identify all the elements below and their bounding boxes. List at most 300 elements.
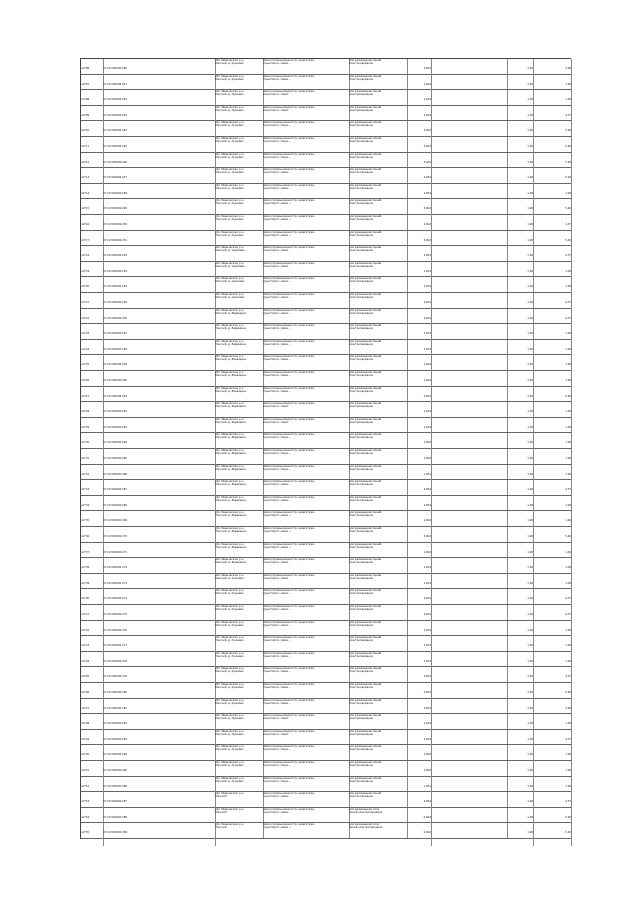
address-cell: обл. Ивановская, р-н Южский, д. Кукшево	[215, 59, 264, 74]
cadastral-number: 37:22:000000:267	[103, 480, 216, 503]
coefficient-cell: 1,00	[507, 792, 534, 815]
tax-cell: 5,46	[533, 153, 572, 176]
area-cell: 4,004	[407, 106, 432, 129]
cadastral-number: 37:22:000000:266	[103, 465, 216, 488]
cadastral-number: 37:22:000000:248	[103, 184, 216, 207]
permitted-use-cell: для размещения линий электропередачи	[349, 652, 408, 667]
permitted-use-cell: для размещения линий электропередачи	[349, 277, 408, 292]
coefficient-cell: 1,00	[507, 324, 534, 347]
permitted-use-cell: для размещения линий электропередачи	[349, 262, 408, 277]
address-cell: обл. Ивановская, р-н Южский, д. Кукшево	[215, 699, 264, 714]
table-row	[81, 714, 571, 730]
row-number: ч2741	[81, 605, 104, 628]
land-category-cell: Земли промышленности, энергетики, транспорта, связи...	[263, 589, 350, 604]
coefficient-cell: 1,00	[507, 465, 534, 488]
empty-cell	[431, 558, 508, 573]
table-row	[81, 605, 571, 621]
table-row	[81, 371, 571, 387]
table-row	[81, 199, 571, 215]
empty-cell	[431, 745, 508, 760]
row-number: ч2749	[81, 730, 104, 753]
permitted-use-cell: для размещения линий электропередачи	[349, 621, 408, 636]
empty-cell	[431, 527, 508, 542]
row-number: ч2729	[81, 418, 104, 441]
tax-cell: 1,09	[533, 714, 572, 737]
cadastral-number: 37:22:000000:254	[103, 277, 216, 300]
row-number: ч2721	[81, 293, 104, 316]
tax-cell: 5,46	[533, 199, 572, 222]
coefficient-cell: 1,00	[507, 418, 534, 441]
land-category-cell: Земли промышленности, энергетики, транспорта, связи...	[263, 418, 350, 433]
area-cell: 1,004	[407, 465, 432, 488]
coefficient-cell: 1,00	[507, 480, 534, 503]
permitted-use-cell: для размещения линий электропередачи	[349, 761, 408, 776]
area-cell: 5,004	[407, 153, 432, 176]
cadastral-number: 37:22:000000:268	[103, 496, 216, 519]
cadastral-number: 37:22:000000:242	[103, 90, 216, 113]
tax-cell: 4,37	[533, 792, 572, 815]
row-number: ч2755	[81, 823, 104, 846]
cadastral-number: 37:22:000000:244	[103, 121, 216, 144]
land-category-cell: Земли промышленности, энергетики, транспорта, связи...	[263, 714, 350, 729]
tax-cell: 3,00	[533, 59, 572, 82]
table-row	[81, 75, 571, 91]
address-cell: обл. Ивановская, р-н Южский, д. Кукшево	[215, 106, 264, 121]
address-cell: обл. Ивановская, р-н Южский, д. Варварино	[215, 433, 264, 448]
table-row	[81, 808, 571, 824]
cadastral-number: 37:22:000000:279	[103, 667, 216, 690]
land-category-cell: Земли промышленности, энергетики, транспорта, связи...	[263, 215, 350, 230]
tax-cell: 1,09	[533, 465, 572, 488]
area-cell: 1,004	[407, 511, 432, 534]
land-category-cell: Земли промышленности, энергетики, транспорта, связи...	[263, 277, 350, 292]
address-cell: обл. Ивановская, р-н Южский, д. Кукшево	[215, 121, 264, 136]
permitted-use-cell: для размещения линий электропередачи	[349, 636, 408, 651]
table-row	[81, 121, 571, 137]
tax-cell: 4,37	[533, 730, 572, 753]
cadastral-number: 37:22:000000:260	[103, 371, 216, 394]
land-category-cell: Земли промышленности, энергетики, транспорта, связи...	[263, 387, 350, 402]
coefficient-cell: 1,00	[507, 730, 534, 753]
address-cell: обл. Ивановская, р-н Южский	[215, 823, 264, 838]
land-category-cell: Земли промышленности, энергетики, транспорта, связи...	[263, 59, 350, 74]
permitted-use-cell: для размещения линий электропередачи	[349, 558, 408, 573]
area-cell: 1,004	[407, 543, 432, 566]
permitted-use-cell: для размещения линий электропередачи	[349, 371, 408, 386]
row-number: ч2715	[81, 199, 104, 222]
address-cell: обл. Ивановская, р-н Южский, д. Варварино	[215, 340, 264, 355]
coefficient-cell: 1,00	[507, 777, 534, 800]
empty-cell	[431, 153, 508, 168]
table-row	[81, 761, 571, 777]
address-cell: обл. Ивановская, р-н Южский, д. Варварино	[215, 309, 264, 324]
land-category-cell: Земли промышленности, энергетики, транспорта, связи...	[263, 121, 350, 136]
coefficient-cell: 1,00	[507, 543, 534, 566]
table-row	[81, 168, 571, 184]
row-number: ч2742	[81, 621, 104, 644]
table-row	[81, 418, 571, 434]
address-cell: обл. Ивановская, р-н Южский, д. Кукшево	[215, 168, 264, 183]
area-cell: 1,004	[407, 418, 432, 441]
row-number: ч2738	[81, 558, 104, 581]
permitted-use-cell: для размещения линий электропередачи	[349, 730, 408, 745]
cadastral-number: 37:22:000000:275	[103, 605, 216, 628]
tax-cell: 4,37	[533, 605, 572, 628]
area-cell: 1,004	[407, 90, 432, 113]
cadastral-number: 37:22:000000:256	[103, 309, 216, 332]
empty-cell	[431, 231, 508, 246]
row-number: ч2726	[81, 371, 104, 394]
table-row	[81, 184, 571, 200]
area-cell: 0,004	[407, 823, 432, 846]
cadastral-number: 37:22:000000:274	[103, 589, 216, 612]
address-cell: обл. Ивановская, р-н Южский, д. Кукшево	[215, 153, 264, 168]
row-number: ч2712	[81, 153, 104, 176]
empty-cell	[431, 215, 508, 230]
empty-cell	[431, 402, 508, 417]
area-cell: 3,004	[407, 121, 432, 144]
empty-cell	[431, 589, 508, 604]
address-cell: обл. Ивановская, р-н Южский, д. Варварино	[215, 465, 264, 480]
permitted-use-cell: для размещения линий электропередачи	[349, 714, 408, 729]
permitted-use-cell: для размещения линий электропередачи	[349, 387, 408, 402]
table-row	[81, 215, 571, 231]
area-cell: 1,004	[407, 262, 432, 285]
tax-cell: 1,09	[533, 418, 572, 441]
row-number: ч2724	[81, 340, 104, 363]
cadastral-number: 37:22:000000:261	[103, 387, 216, 410]
land-category-cell: Земли промышленности, энергетики, транспорта, связи...	[263, 605, 350, 620]
address-cell: обл. Ивановская, р-н Южский, д. Варварино	[215, 527, 264, 542]
row-number: ч2754	[81, 808, 104, 831]
tax-cell: 1,09	[533, 543, 572, 566]
area-cell: 1,004	[407, 75, 432, 98]
land-category-cell: Земли промышленности, энергетики, транспорта, связи...	[263, 496, 350, 511]
coefficient-cell: 1,00	[507, 714, 534, 737]
empty-cell	[431, 324, 508, 339]
table-row	[81, 558, 571, 574]
coefficient-cell: 1,00	[507, 309, 534, 332]
permitted-use-cell: для размещения линий электропередачи	[349, 75, 408, 90]
tax-cell: 1,09	[533, 777, 572, 800]
table-row	[81, 355, 571, 371]
coefficient-cell: 1,00	[507, 808, 534, 831]
land-category-cell: Земли промышленности, энергетики, транспорта, связи...	[263, 246, 350, 261]
permitted-use-cell: для размещения линий электропередачи	[349, 121, 408, 136]
cadastral-number: 37:22:000000:276	[103, 621, 216, 644]
coefficient-cell: 1,00	[507, 231, 534, 254]
land-category-cell: Земли промышленности, энергетики, транспорта, связи...	[263, 745, 350, 760]
table-row	[81, 745, 571, 761]
area-cell: 5,004	[407, 199, 432, 222]
area-cell: 1,004	[407, 324, 432, 347]
area-cell: 4,004	[407, 792, 432, 815]
row-number: ч2713	[81, 168, 104, 191]
empty-cell	[431, 106, 508, 121]
table-row	[81, 574, 571, 590]
permitted-use-cell: для размещения линий электропередачи	[349, 137, 408, 152]
land-category-cell: Земли промышленности, энергетики, транспорта, связи...	[263, 168, 350, 183]
land-category-cell: Земли промышленности, энергетики, транспорта, связи...	[263, 792, 350, 807]
land-category-cell: Земли промышленности, энергетики, транспорта, связи...	[263, 137, 350, 152]
row-number: ч2787	[81, 75, 104, 98]
cadastral-number: 37:22:000000:286	[103, 777, 216, 800]
area-cell: 1,004	[407, 184, 432, 207]
area-cell: 4,004	[407, 667, 432, 690]
address-cell: обл. Ивановская, р-н Южский, д. Кукшево	[215, 730, 264, 745]
cadastral-number: 37:22:000000:247	[103, 168, 216, 191]
tax-cell: 4,37	[533, 667, 572, 690]
cadastral-number: 37:22:000000:270	[103, 527, 216, 550]
empty-cell	[431, 808, 508, 823]
area-cell: 4,004	[407, 293, 432, 316]
cadastral-number: 37:22:000000:251	[103, 231, 216, 254]
address-cell: обл. Ивановская, р-н Южский, д. Кукшево	[215, 761, 264, 776]
coefficient-cell: 1,00	[507, 449, 534, 472]
table-row	[81, 511, 571, 527]
table-row	[81, 496, 571, 512]
area-cell: 1,004	[407, 449, 432, 472]
empty-cell	[431, 683, 508, 698]
row-number: ч2750	[81, 745, 104, 768]
tax-cell: 3,28	[533, 699, 572, 722]
permitted-use-cell: для размещения линий электропередачи	[349, 106, 408, 121]
cadastral-number: 37:22:000000:265	[103, 449, 216, 472]
area-cell: 1,004	[407, 745, 432, 768]
address-cell: обл. Ивановская, р-н Южский, д. Варварино	[215, 418, 264, 433]
permitted-use-cell: для размещения линий электропередачи	[349, 59, 408, 74]
tax-cell: 5,29	[533, 168, 572, 191]
land-category-cell: Земли промышленности, энергетики, транспорта, связи...	[263, 371, 350, 386]
row-number: ч2723	[81, 324, 104, 347]
area-cell: 5,004	[407, 683, 432, 706]
address-cell: обл. Ивановская, р-н Южский, д. Черняево	[215, 293, 264, 308]
row-number: ч2710	[81, 121, 104, 144]
coefficient-cell: 1,00	[507, 745, 534, 768]
tax-cell: 4,37	[533, 480, 572, 503]
tax-cell: 5,46	[533, 137, 572, 160]
tax-cell: 4,37	[533, 589, 572, 612]
row-number: ч2732	[81, 465, 104, 488]
tax-cell: 5,46	[533, 527, 572, 550]
tax-cell: 3,28	[533, 121, 572, 144]
coefficient-cell: 1,00	[507, 184, 534, 207]
empty-cell	[431, 340, 508, 355]
row-number: ч2743	[81, 636, 104, 659]
tax-cell: 5,46	[533, 231, 572, 254]
address-cell: обл. Ивановская, р-н Южский	[215, 792, 264, 807]
address-cell: обл. Ивановская, р-н Южский, д. Черняево	[215, 246, 264, 261]
land-category-cell: Земли промышленности, энергетики, транспорта, связи...	[263, 574, 350, 589]
land-category-cell: Земли промышленности, энергетики, транспорта, связи...	[263, 293, 350, 308]
area-cell: 1,004	[407, 355, 432, 378]
area-cell: 1,004	[407, 621, 432, 644]
land-category-cell: Земли промышленности, энергетики, транспорта, связи...	[263, 543, 350, 558]
cadastral-number: 37:22:000000:246	[103, 153, 216, 176]
coefficient-cell: 1,00	[507, 511, 534, 534]
permitted-use-cell: для размещения линий электропередачи	[349, 402, 408, 417]
empty-cell	[431, 355, 508, 370]
land-category-cell: Земли промышленности, энергетики, транспорта, связи...	[263, 808, 350, 823]
cadastral-number: 37:22:000000:253	[103, 262, 216, 285]
area-cell: 4,004	[407, 589, 432, 612]
coefficient-cell: 1,00	[507, 59, 534, 82]
coefficient-cell: 1,00	[507, 823, 534, 846]
address-cell: обл. Ивановская, р-н Южский, д. Кукшево	[215, 652, 264, 667]
address-cell: обл. Ивановская, р-н Южский, д. Кукшево	[215, 589, 264, 604]
tax-cell: 1,09	[533, 184, 572, 207]
empty-cell	[431, 621, 508, 636]
coefficient-cell: 1,00	[507, 667, 534, 690]
empty-cell	[431, 761, 508, 776]
permitted-use-cell: для размещения линий электропередачи	[349, 199, 408, 214]
area-cell: 1,004	[407, 433, 432, 456]
row-number: ч2736	[81, 527, 104, 550]
land-category-cell: Земли промышленности, энергетики, транспорта, связи...	[263, 699, 350, 714]
permitted-use-cell: для размещения линий электропередачи	[349, 574, 408, 589]
address-cell: обл. Ивановская, р-н Южский, д. Кукшево	[215, 90, 264, 105]
table-row	[81, 823, 571, 839]
land-category-cell: Земли промышленности, энергетики, транспорта, связи...	[263, 652, 350, 667]
row-number: ч2746	[81, 683, 104, 706]
address-cell: обл. Ивановская, р-н Южский	[215, 808, 264, 823]
area-cell: 0,004	[407, 808, 432, 831]
address-cell: обл. Ивановская, р-н Южский, д. Кукшево	[215, 714, 264, 729]
table-row	[81, 480, 571, 496]
land-category-cell: Земли промышленности, энергетики, транспорта, связи...	[263, 761, 350, 776]
coefficient-cell: 1,00	[507, 277, 534, 300]
address-cell: обл. Ивановская, р-н Южский, д. Кукшево	[215, 667, 264, 682]
coefficient-cell: 1,00	[507, 621, 534, 644]
table-row	[81, 246, 571, 262]
coefficient-cell: 1,00	[507, 496, 534, 519]
coefficient-cell: 1,00	[507, 293, 534, 316]
land-category-cell: Земли промышленности, энергетики, транспорта, связи...	[263, 199, 350, 214]
tax-cell: 1,09	[533, 355, 572, 378]
area-cell: 4,004	[407, 730, 432, 753]
cadastral-number: 37:22:000000:283	[103, 730, 216, 753]
area-cell: 4,004	[407, 480, 432, 503]
area-cell: 2,004	[407, 59, 432, 82]
address-cell: обл. Ивановская, р-н Южский, д. Кукшево	[215, 683, 264, 698]
coefficient-cell: 1,00	[507, 262, 534, 285]
tax-cell: 1,09	[533, 402, 572, 425]
table-row	[81, 153, 571, 169]
land-category-cell: Земли промышленности, энергетики, транспорта, связи...	[263, 558, 350, 573]
area-cell: 1,004	[407, 496, 432, 519]
row-number: ч2711	[81, 137, 104, 160]
tax-cell: 1,09	[533, 433, 572, 456]
empty-cell	[431, 823, 508, 838]
address-cell: обл. Ивановская, р-н Южский, д. Черняево	[215, 262, 264, 277]
permitted-use-cell: для размещения линий электропередачи	[349, 699, 408, 714]
area-cell: 1,004	[407, 340, 432, 363]
area-cell: 4,004	[407, 215, 432, 238]
row-number: ч2745	[81, 667, 104, 690]
empty-cell	[431, 277, 508, 292]
empty-cell	[431, 199, 508, 214]
cadastral-number: 37:22:000000:249	[103, 199, 216, 222]
cadastral-number: 37:22:000000:252	[103, 246, 216, 269]
permitted-use-cell: для размещения линий электропередачи	[349, 168, 408, 183]
coefficient-cell: 1,00	[507, 574, 534, 597]
cadastral-number: 37:22:000000:241	[103, 75, 216, 98]
area-cell: 1,004	[407, 636, 432, 659]
empty-cell	[431, 168, 508, 183]
empty-cell	[431, 792, 508, 807]
table-row	[81, 262, 571, 278]
permitted-use-cell: для размещения линий электропередачи	[349, 418, 408, 433]
address-cell: обл. Ивановская, р-н Южский, д. Варварино	[215, 324, 264, 339]
permitted-use-cell: для размещения линий электропередачи	[349, 667, 408, 682]
coefficient-cell: 1,00	[507, 153, 534, 176]
empty-cell	[431, 730, 508, 745]
table-row	[81, 309, 571, 325]
cadastral-number: 37:22:000000:269	[103, 511, 216, 534]
land-category-cell: Земли промышленности, энергетики, транспорта, связи...	[263, 511, 350, 526]
cadastral-number: 37:22:000000:263	[103, 418, 216, 441]
table-row	[81, 683, 571, 699]
coefficient-cell: 1,00	[507, 75, 534, 98]
empty-cell	[431, 371, 508, 386]
address-cell: обл. Ивановская, р-н Южский, д. Кукшево	[215, 745, 264, 760]
tax-cell: 1,09	[533, 745, 572, 768]
land-category-cell: Земли промышленности, энергетики, транспорта, связи...	[263, 667, 350, 682]
cadastral-number: 37:22:000000:273	[103, 574, 216, 597]
cadastral-number: 37:22:000000:257	[103, 324, 216, 347]
row-number: ч2730	[81, 433, 104, 456]
permitted-use-cell: для размещения опор линий электропередачи	[349, 823, 408, 838]
address-cell: обл. Ивановская, р-н Южский, д. Варварино	[215, 371, 264, 386]
empty-cell	[431, 480, 508, 495]
address-cell: обл. Ивановская, р-н Южский, д. Варварино	[215, 480, 264, 495]
coefficient-cell: 1,00	[507, 371, 534, 394]
table-row	[81, 293, 571, 309]
empty-cell	[431, 714, 508, 729]
address-cell: обл. Ивановская, р-н Южский, д. Варварино	[215, 449, 264, 464]
tax-cell: 1,09	[533, 75, 572, 98]
table-row	[81, 699, 571, 715]
land-category-cell: Земли промышленности, энергетики, транспорта, связи...	[263, 730, 350, 745]
address-cell: обл. Ивановская, р-н Южский, д. Кукшево	[215, 199, 264, 214]
empty-cell	[431, 75, 508, 90]
land-category-cell: Земли промышленности, энергетики, транспорта, связи...	[263, 262, 350, 277]
row-number: ч2789	[81, 106, 104, 129]
address-cell: обл. Ивановская, р-н Южский, д. Кукшево	[215, 215, 264, 230]
permitted-use-cell: для размещения линий электропередачи	[349, 215, 408, 230]
empty-cell	[431, 449, 508, 464]
tax-cell: 1,09	[533, 621, 572, 644]
address-cell: обл. Ивановская, р-н Южский, д. Кукшево	[215, 574, 264, 589]
address-cell: обл. Ивановская, р-н Южский, д. Кукшево	[215, 137, 264, 152]
area-cell: 4,004	[407, 309, 432, 332]
coefficient-cell: 1,00	[507, 558, 534, 581]
area-cell: 5,004	[407, 137, 432, 160]
area-cell: 1,004	[407, 777, 432, 800]
empty-cell	[431, 699, 508, 714]
coefficient-cell: 1,00	[507, 246, 534, 269]
empty-cell	[431, 496, 508, 511]
cadastral-number: 37:22:000000:285	[103, 761, 216, 784]
tax-cell: 1,09	[533, 340, 572, 363]
table-row	[81, 90, 571, 106]
coefficient-cell: 1,00	[507, 605, 534, 628]
address-cell: обл. Ивановская, р-н Южский, д. Кукшево	[215, 231, 264, 246]
coefficient-cell: 1,00	[507, 652, 534, 675]
row-number: ч2752	[81, 777, 104, 800]
table-row	[81, 340, 571, 356]
coefficient-cell: 1,00	[507, 168, 534, 191]
